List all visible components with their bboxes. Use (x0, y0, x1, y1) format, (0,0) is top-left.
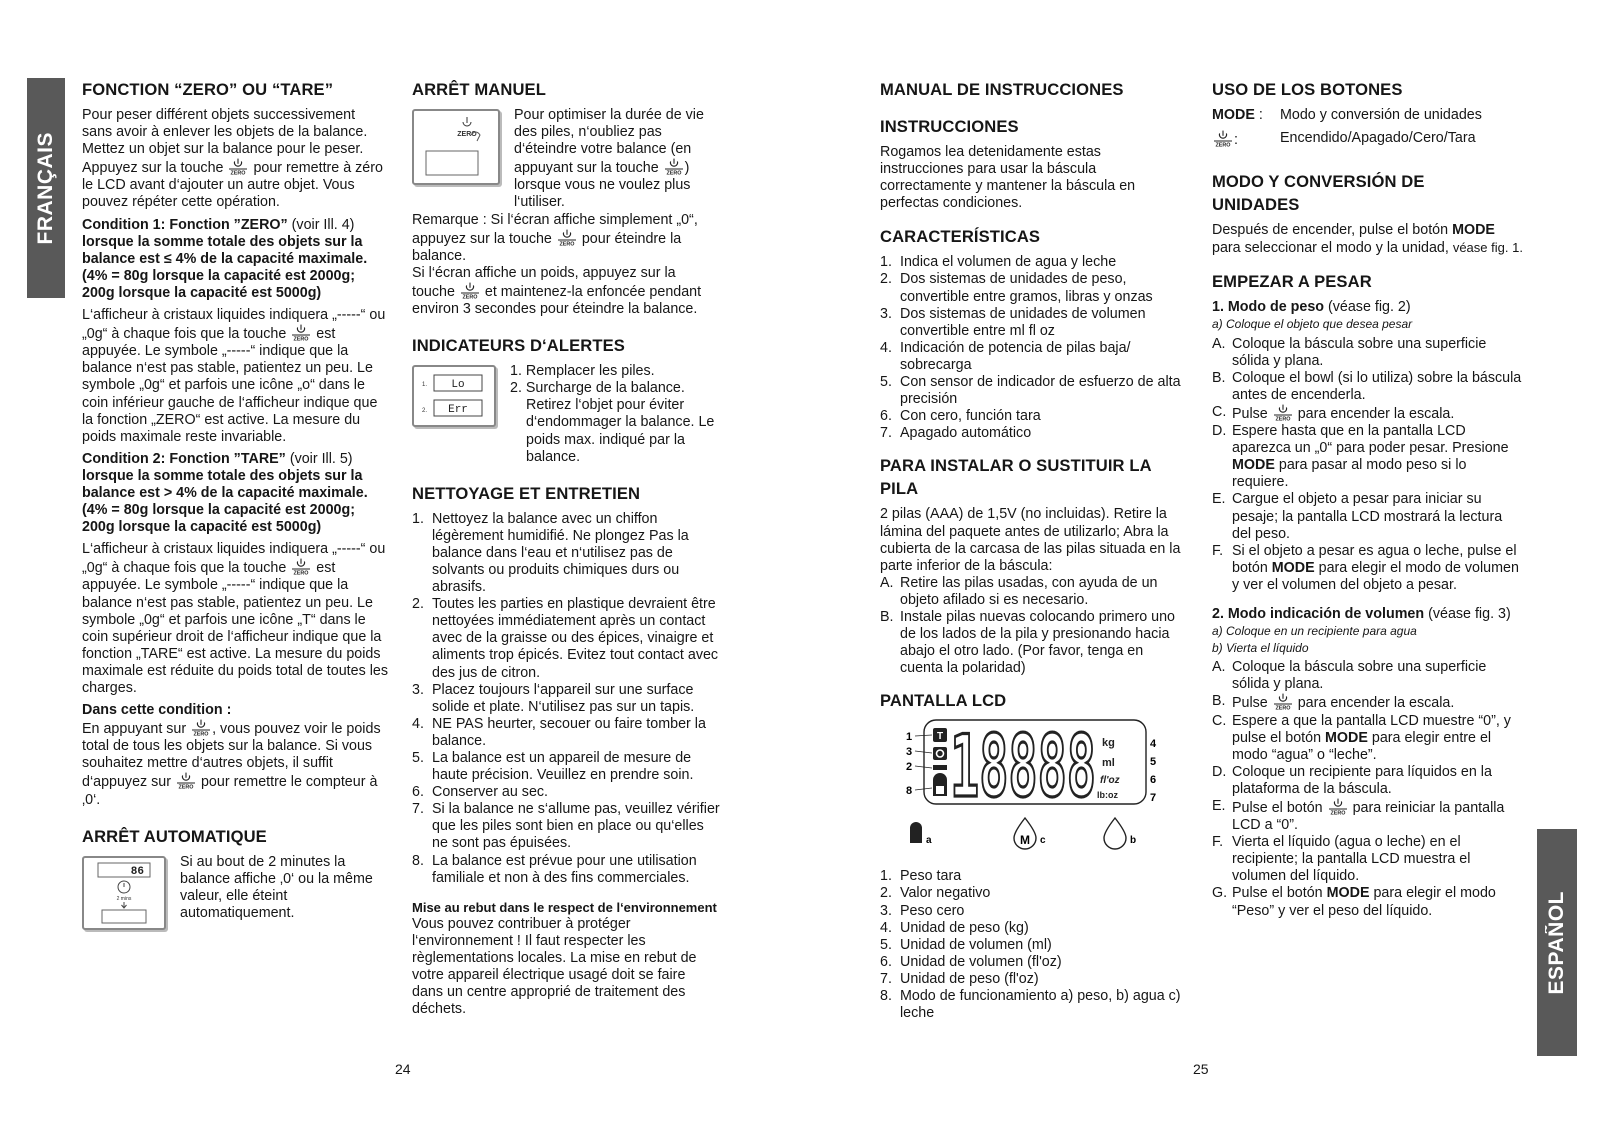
list-item-text: Unidad de volumen (fl'oz) (900, 953, 1062, 970)
step-item (1212, 885, 1524, 919)
list-item (412, 784, 720, 801)
list-item-number: 6. (880, 953, 892, 970)
svg-text:ZERO: ZERO (293, 336, 309, 342)
manual-heading: MANUAL DE INSTRUCCIONES (880, 80, 1124, 99)
step-item (1212, 713, 1524, 764)
list-item (880, 868, 1188, 885)
alert-item-2-detail: Retirez l‘objet pour éviter d‘endommager la balance. Le poids max. indiqué par la balance. (526, 397, 715, 465)
alerts-heading: INDICATEURS D‘ALERTES (412, 336, 625, 356)
mode-key-text: MODE (1232, 457, 1275, 474)
list-item (880, 425, 1188, 442)
disposal-heading: Mise au rebut dans le respect de l‘environnement (412, 899, 717, 915)
manual-off-figure (412, 109, 500, 185)
step-text: Coloque la báscula sobre una superficie sólida y plana. (1232, 659, 1487, 693)
step-text: Coloque el bowl (si lo utiliza) sobre la báscula antes de encenderla. (1232, 369, 1522, 403)
step-item (880, 575, 1188, 609)
espanol-tab-label: ESPAÑOL (1545, 890, 1568, 995)
zero-tare-heading: FONCTION “ZERO” OU “TARE” (82, 80, 334, 99)
callout-6: 6 (1150, 774, 1157, 787)
step-item (1212, 834, 1524, 885)
list-item-text: Si la balance ne s‘allume pas, veuillez vérifier que les piles sont bien en place ou qu‘elles ne sont pas épuisées. (432, 801, 720, 852)
alerts-section (412, 363, 720, 466)
list-item-number: 2. (412, 596, 424, 613)
list-item-number: 1. (880, 868, 892, 885)
zero-key-icon (1272, 693, 1294, 710)
zero-key-icon (290, 324, 312, 341)
list-item-text: Indicación de potencia de pilas baja/ sobrecarga (900, 339, 1131, 373)
battery-steps (880, 575, 1188, 678)
lcd-diagram (880, 718, 1188, 868)
list-item (880, 954, 1188, 971)
list-item-number: 5. (412, 750, 424, 766)
step-letter: F. (1212, 834, 1224, 851)
cleaning-heading: NETTOYAGE ET ENTRETIEN (412, 483, 641, 503)
list-item (880, 374, 1188, 408)
step-text: Espere hasta que en la pantalla LCD aparezca un „0“ para poder pesar. Presione MODE para pasar al modo peso si lo requiere. (1232, 423, 1509, 491)
auto-off-text: Si au bout de 2 minutes la balance affiche ‚0‘ ou la même valeur, elle éteint automatiquement. (180, 853, 373, 921)
weight-steps (1212, 336, 1524, 594)
list-item-number: 3. (880, 305, 892, 322)
list-item (412, 750, 720, 784)
list-item-number: 4. (412, 715, 424, 732)
step-text: Pulse ZERO para encender la escala. (1232, 405, 1455, 422)
auto-off-section (82, 854, 388, 930)
weigh-heading: EMPEZAR A PESAR (1212, 272, 1372, 292)
svg-text:ZERO: ZERO (230, 170, 246, 176)
list-item (880, 254, 1188, 271)
instructions-heading: INSTRUCCIONES (880, 117, 1019, 136)
list-item (880, 408, 1188, 425)
svg-text:ZERO: ZERO (1215, 142, 1231, 148)
auto-off-heading: ARRÊT AUTOMATIQUE (82, 826, 267, 846)
step-letter: B. (1212, 693, 1226, 710)
list-item-number: 4. (880, 919, 892, 936)
list-item (412, 682, 720, 716)
alert-lcd-err: Err (448, 404, 468, 417)
list-item (412, 716, 720, 750)
callout-3: 3 (906, 746, 913, 759)
alert-lcd-lo: Lo (451, 379, 465, 392)
manual-off-section (412, 107, 720, 212)
step-letter: B. (880, 608, 894, 625)
step-text: Coloque la báscula sobre una superficie sólida y plana. (1232, 335, 1487, 369)
lcd-heading: PANTALLA LCD (880, 691, 1007, 711)
list-item-text: Indica el volumen de agua y leche (900, 254, 1117, 271)
volume-mode-title: 2. Modo indicación de volumen (véase fig. 3) (1212, 605, 1511, 622)
list-item (880, 937, 1188, 954)
step-text: Pulse el botón ZERO para reiniciar la pantalla LCD a “0”. (1232, 800, 1505, 834)
step-item (1212, 798, 1524, 834)
zero-key-icon (1272, 404, 1294, 421)
step-letter: F. (1212, 542, 1224, 559)
conversion-text: Después de encender, pulse el botón MODE para seleccionar el modo y la unidad, véase fig. 1. (1212, 222, 1523, 257)
step-text: Coloque un recipiente para líquidos en la plataforma de la báscula. (1232, 763, 1492, 797)
list-item (880, 885, 1188, 902)
step-item (1212, 336, 1524, 370)
callout-8: 8 (906, 785, 913, 798)
alerts-figure (412, 365, 496, 427)
francais-tab-label: FRANÇAIS (34, 131, 57, 245)
manual-off-remark: Remarque : Si l‘écran affiche simplement „0“, appuyez sur la touche ZERO pour éteindre la balance. Si l‘écran affiche un poids, appuyez sur la touche ZERO et maintenez-la enfoncée pendant environ 3 secondes pour éteindre la balance. (412, 211, 702, 318)
step-text: Instale pilas nuevas colocando primero uno de los lados de la pila y presionando hacia abajo el otro lado. (Por favor, tenga en cuenta la polaridad) (900, 608, 1175, 677)
list-item-text: Con sensor de indicador de esfuerzo de alta precisión (900, 374, 1181, 408)
svg-text:ZERO: ZERO (1330, 810, 1346, 815)
auto-off-display-value: 86 (130, 865, 144, 878)
list-item-number: 6. (412, 784, 424, 801)
svg-text:ZERO: ZERO (1275, 416, 1291, 421)
list-item (880, 988, 1188, 1022)
zero-key-icon (1212, 130, 1234, 147)
lcd-legend (880, 868, 1188, 1022)
step-text: Pulse el botón MODE para elegir el modo “Peso” y ver el peso del líquido. (1232, 885, 1496, 919)
list-item (880, 271, 1188, 305)
list-item-text: Modo de funcionamiento a) peso, b) agua c) leche (900, 988, 1181, 1022)
callout-1: 1 (906, 731, 913, 744)
svg-text:ZERO: ZERO (193, 731, 209, 737)
svg-text:ZERO: ZERO (178, 785, 194, 790)
step-item (1212, 423, 1524, 491)
column-4 (1212, 78, 1524, 924)
list-item (412, 853, 720, 887)
espanol-tab (1537, 829, 1577, 1056)
alert-item-2: 2. Surcharge de la balance. (510, 380, 685, 397)
page-number-right: 25 (1193, 1061, 1209, 1077)
step-text: Espere a que la pantalla LCD muestre “0”, y pulse el botón MODE para elegir entre el modo “agua” o “leche”. (1232, 712, 1511, 763)
weight-mode-sub: a) Coloque el objeto que desea pesar (1212, 317, 1413, 332)
list-item (412, 596, 720, 681)
instructions-text: Rogamos lea detenidamente estas instrucciones para usar la báscula correctamente y mantener la báscula en perfectas condiciones. (880, 144, 1136, 212)
list-item-number: 4. (880, 339, 892, 356)
condition-1-text: L‘afficheur à cristaux liquides indiquera „-----“ ou „0g“ à chaque fois que la touche ZERO est appuyée. Le symbole „-----“ indique que la balance n‘est pas stable, patientez un peu. Le symbole „0g“ et parfois une icône „o“ dans le coin inférieur gauche de l‘afficheur indique que la fonction „ZERO“ est active. La mesure du poids maximale reste invariable. (82, 307, 386, 445)
step-letter: B. (1212, 369, 1226, 386)
callout-5: 5 (1150, 756, 1157, 769)
page-number-left: 24 (395, 1061, 411, 1077)
list-item-number: 5. (880, 374, 892, 391)
step-letter: E. (1212, 798, 1226, 814)
zero-tare-intro: Pour peser différent objets successivement sans avoir à enlever les objets de la balance. Mettez un objet sur la balance pour le peser. Appuyez sur la touche ZERO pour remettre à zéro le LCD avant d‘ajouter un autre objet. Vous pouvez répéter cette opération. (82, 107, 383, 211)
alerts-list (510, 363, 720, 466)
step-letter: G. (1212, 885, 1228, 902)
list-item-text: Toutes les parties en plastique devraient être nettoyées immédiatement après un contact avec de la graisse ou des épices, vinaigre et aliments trop épicés. Evitez tout contact avec des jus de citron. (432, 596, 719, 681)
manual-off-heading: ARRÊT MANUEL (412, 80, 546, 99)
manual-off-zero-label: ZERO (457, 131, 477, 138)
volume-sub-a: a) Coloque en un recipiente para agua (1212, 624, 1417, 639)
list-item-text: Unidad de peso (kg) (900, 919, 1029, 936)
lcd-unit-floz: fl'oz (1100, 775, 1120, 787)
callout-2: 2 (906, 761, 913, 774)
step-item (1212, 659, 1524, 693)
disposal-text: Vous pouvez contribuer à protéger l‘environnement ! Il faut respecter les règlementations locales. La mise en rebut de votre appareil électrique usagé doit se faire dans un centre approprié de traitement des déchets. (412, 915, 697, 1018)
list-item-number: 7. (880, 425, 892, 442)
step-letter: A. (880, 574, 894, 591)
zero-key-icon (459, 282, 481, 299)
step-item (1212, 764, 1524, 798)
list-item-text: Peso tara (900, 868, 962, 885)
step-letter: A. (1212, 335, 1226, 352)
volume-sub-b: b) Vierta el líquido (1212, 641, 1309, 656)
zero-key-icon (175, 772, 197, 789)
mode-icon-c-label: c (1040, 835, 1046, 847)
step-item (1212, 370, 1524, 404)
step-item (1212, 491, 1524, 542)
battery-heading: PARA INSTALAR O SUSTITUIR LA PILA (880, 456, 1152, 499)
column-3 (880, 78, 1188, 1026)
dans-cette-condition: Dans cette condition : En appuyant sur ZERO , vous pouvez voir le poids total de tous les objets sur la balance. Si vous souhaitez mettre d‘autres objets, il suffit d‘appuyez sur ZERO pour remettre le compteur à ‚0‘. (82, 702, 381, 808)
step-letter: C. (1212, 403, 1227, 420)
list-item-text: Apagado automático (900, 425, 1032, 442)
step-text: Cargue el objeto a pesar para iniciar su pesaje; la pantalla LCD mostrará la lectura del peso. (1232, 491, 1503, 542)
mode-icon-a-label: a (926, 835, 932, 847)
list-item-number: 3. (412, 681, 424, 698)
svg-text:T: T (936, 731, 944, 743)
svg-text:ZERO: ZERO (1275, 706, 1291, 711)
list-item-number: 8. (412, 852, 424, 869)
svg-text:ZERO: ZERO (293, 570, 309, 576)
list-item-number: 6. (880, 408, 892, 425)
list-item-text: Valor negativo (900, 885, 991, 902)
list-item-text: La balance est prévue pour une utilisation familiale et non à des fins commerciales. (432, 852, 697, 886)
list-item-text: Con cero, función tara (900, 408, 1041, 425)
condition-2: Condition 2: Fonction ”TARE” (voir Ill. 5) lorsque la somme totale des objets sur la balance est > 4% de la capacité maximale. (4% = 80g lorsque la capacité est 2000g; 200g lorsque la capacité est 5000g) (82, 450, 368, 536)
timer-label: 2 mins (116, 895, 132, 902)
alert-num-2: 2. (422, 408, 428, 415)
zero-key-icon (227, 158, 249, 175)
zero-key-icon (190, 719, 212, 736)
list-item-text: Unidad de peso (fl'oz) (900, 970, 1039, 987)
zero-key-icon (290, 558, 312, 575)
features-list (880, 254, 1188, 442)
step-text: Pulse ZERO para encender la escala. (1232, 695, 1455, 712)
volume-steps (1212, 659, 1524, 919)
list-item (412, 511, 720, 596)
list-item-text: Dos sistemas de unidades de peso, convertible entre gramos, libras y onzas (900, 271, 1153, 305)
column-1 (82, 78, 388, 930)
mode-icon-c-mark: M (1020, 833, 1030, 848)
step-text: Retire las pilas usadas, con ayuda de un objeto afilado si es necesario. (900, 574, 1158, 608)
svg-text:ZERO: ZERO (462, 294, 478, 299)
step-item (880, 609, 1188, 677)
mode-key-text: MODE (1326, 885, 1370, 902)
list-item (880, 306, 1188, 340)
list-item-number: 2. (880, 271, 892, 288)
buttons-heading: USO DE LOS BOTONES (1212, 80, 1403, 99)
svg-text:ZERO: ZERO (559, 241, 575, 246)
list-item-number: 1. (412, 510, 424, 527)
list-item-text: Peso cero (900, 902, 965, 919)
lcd-unit-lboz: lb:oz (1097, 790, 1118, 801)
step-item (1212, 543, 1524, 594)
list-item (880, 920, 1188, 937)
list-item-number: 8. (880, 988, 892, 1004)
step-letter: D. (1212, 423, 1227, 440)
list-item-number: 1. (880, 254, 892, 271)
auto-off-figure (82, 856, 166, 930)
list-item-number: 7. (412, 801, 424, 818)
cleaning-list (412, 511, 720, 887)
callout-4: 4 (1150, 738, 1157, 751)
list-item (412, 801, 720, 852)
condition-1: Condition 1: Fonction ”ZERO” (voir Ill. 4) lorsque la somme totale des objets sur la balance est ≤ 4% de la capacité maximale. (4% = 80g lorsque la capacité est 2000g; 200g lorsque la capacité est 5000g) (82, 216, 368, 301)
list-item-text: Nettoyez la balance avec un chiffon légèrement humidifié. Ne plongez Pas la balance dans l‘eau et n‘utilisez pas de solvants ou produits chimiques durs ou abrasifs. (432, 510, 689, 596)
list-item-number: 7. (880, 970, 892, 987)
callout-7: 7 (1150, 792, 1157, 805)
list-item-text: Dos sistemas de unidades de volumen convertible entre ml fl oz (900, 305, 1146, 339)
list-item (880, 340, 1188, 374)
column-2 (412, 78, 720, 1023)
lcd-unit-ml: ml (1102, 757, 1115, 770)
conversion-heading: MODO Y CONVERSIÓN DE UNIDADES (1212, 172, 1425, 215)
list-item (880, 971, 1188, 988)
mode-key-text: MODE (1271, 559, 1315, 576)
step-item (1212, 693, 1524, 712)
condition-2-text: L‘afficheur à cristaux liquides indiquera „-----“ ou „0g“ à chaque fois que la touche ZERO est appuyée. Le symbole „-----“ indique que la balance n‘est pas stable, patientez un peu. Le symbole „0g“ et parfois une icône „T“ dans le coin supérieur droit de l‘afficheur indique que la fonction „TARE“ est active. La mesure du poids maximale est réduite du poids total de toutes les charges. (82, 541, 388, 696)
francais-tab (27, 78, 65, 298)
list-item-text: Placez toujours l‘appareil sur une surface solide et plate. N‘utilisez pas sur un tapis. (432, 681, 695, 715)
step-letter: E. (1212, 491, 1226, 508)
list-item-text: Conserver au sec. (432, 784, 549, 801)
mode-key-row: MODE : Modo y conversión de unidades (1212, 107, 1482, 123)
step-text: Vierta el líquido (agua o leche) en el recipiente; la pantalla LCD muestra el volumen del líquido. (1232, 834, 1471, 885)
mode-key-text: MODE (1325, 729, 1368, 746)
list-item-text: NE PAS heurter, secouer ou faire tomber la balance. (432, 715, 706, 749)
list-item-text: Unidad de volumen (ml) (900, 936, 1052, 953)
zero-key-icon (1327, 798, 1349, 815)
zero-key-icon (556, 229, 578, 246)
list-item-number: 3. (880, 902, 892, 919)
alert-item-1: 1. Remplacer les piles. (510, 363, 655, 380)
lcd-digits: 18888 (950, 718, 1096, 818)
manual-off-text: Pour optimiser la durée de vie des piles, n‘oubliez pas d‘éteindre votre balance (en appuyant sur la touche ZERO ) lorsque vous ne voulez plus l‘utiliser. (514, 107, 704, 211)
step-letter: A. (1212, 659, 1226, 676)
list-item-number: 5. (880, 936, 892, 953)
alert-num-1: 1. (422, 382, 428, 389)
zero-key-icon (663, 158, 685, 175)
list-item-text: La balance est un appareil de mesure de haute précision. Veuillez en prendre soin. (432, 750, 694, 784)
weight-mode-title: 1. Modo de peso (véase fig. 2) (1212, 299, 1411, 316)
step-letter: D. (1212, 763, 1227, 780)
step-item (1212, 404, 1524, 423)
features-heading: CARACTERÍSTICAS (880, 227, 1041, 247)
mode-icon-b-label: b (1130, 835, 1137, 847)
zero-key-row: ZERO : Encendido/Apagado/Cero/Tara (1212, 130, 1524, 149)
lcd-unit-kg: kg (1102, 737, 1115, 750)
list-item-number: 2. (880, 885, 892, 902)
battery-text: 2 pilas (AAA) de 1,5V (no incluidas). Retire la lámina del paquete antes de utilizarlo; Abra la cubierta de la carcasa de las pilas situada en la parte inferior de la báscula: (880, 506, 1181, 574)
list-item (880, 903, 1188, 920)
step-letter: C. (1212, 712, 1227, 729)
svg-text:ZERO: ZERO (666, 170, 682, 176)
step-text: Si el objeto a pesar es agua o leche, pulse el botón MODE para elegir el modo de volumen y ver el volumen del objeto a pesar. (1232, 542, 1519, 593)
